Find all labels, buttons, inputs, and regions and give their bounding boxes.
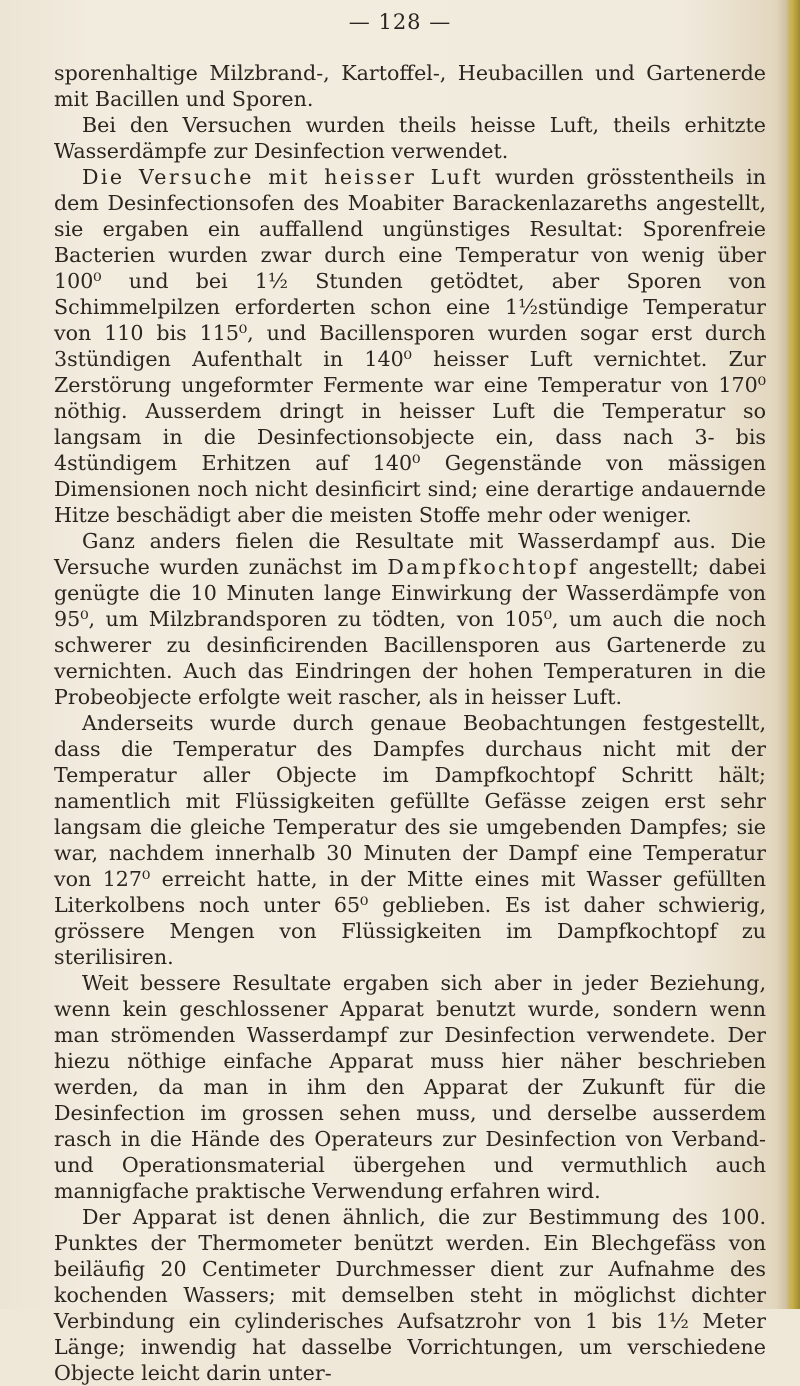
paragraph-4-text: Ganz anders fielen die Resultate mit Wasserdampf aus. Die Versuche wurden zunächst im — [54, 529, 766, 579]
paragraph-2 — [54, 112, 766, 164]
paragraph-3-text: wurden grösstentheils in dem Desinfectionsofen des Moabiter Barackenlazareths angestellt, sie ergaben ein auffallend ungünstiges Resultat: Sporenfreie Bacterien wurden zwar durch eine Temperatur von wenig über 100⁰ und bei 1½ Stunden getödtet, aber Sporen von Schimmelpilzen erforderten schon eine 1½stündige Temperatur von 110 bis 115⁰, und Bacillensporen wurden sogar erst durch 3stündigen Aufenthalt in 140⁰ heisser Luft vernichtet. Zur Zerstörung ungeformter Fermente war eine Temperatur von 170⁰ nöthig. Ausserdem dringt in heisser Luft die Temperatur so langsam in die Desinfectionsobjecte ein, dass nach 3- bis 4stündigem Erhitzen auf 140⁰ Gegenstände von mässigen Dimensionen noch nicht desinficirt sind; eine derartige andauernde Hitze beschädigt aber die meisten Stoffe mehr oder weniger. — [54, 165, 766, 527]
body-text — [54, 60, 766, 1386]
paragraph-4-emph: Dampfkochtopf — [387, 555, 579, 579]
paragraph-7 — [54, 1204, 766, 1386]
paragraph-5-text: Anderseits wurde durch genaue Beobachtungen festgestellt, dass die Temperatur des Dampfes durchaus nicht mit der Temperatur aller Objecte im Dampfkochtopf Schritt hält; namentlich mit Flüssigkeiten gefüllte Gefässe zeigen erst sehr langsam die gleiche Temperatur des sie umgebenden Dampfes; sie war, nachdem innerhalb 30 Minuten der Dampf eine Temperatur von 127⁰ erreicht hatte, in der Mitte eines mit Wasser gefüllten Literkolbens noch unter 65⁰ geblieben. Es ist daher schwierig, grössere Mengen von Flüssigkeiten im Dampfkochtopf zu sterilisiren. — [54, 711, 766, 969]
paragraph-1 — [54, 60, 766, 112]
paragraph-5 — [54, 710, 766, 970]
paragraph-4 — [54, 528, 766, 710]
paragraph-2-text: Bei den Versuchen wurden theils heisse Luft, theils erhitzte Wasserdämpfe zur Desinfection verwendet. — [54, 113, 766, 163]
paragraph-3 — [54, 164, 766, 528]
paragraph-6 — [54, 970, 766, 1204]
paragraph-6-text: Weit bessere Resultate ergaben sich aber in jeder Beziehung, wenn kein geschlossener Apparat benutzt wurde, sondern wenn man strömenden Wasserdampf zur Desinfection verwendete. Der hiezu nöthige einfache Apparat muss hier näher beschrieben werden, da man in ihm den Apparat der Zukunft für die Desinfection im grossen sehen muss, und derselbe ausserdem rasch in die Hände des Operateurs zur Desinfection von Verband- und Operationsmaterial übergehen und vermuthlich auch mannigfache praktische Verwendung erfahren wird. — [54, 971, 766, 1203]
paragraph-7-text: Der Apparat ist denen ähnlich, die zur Bestimmung des 100. Punktes der Thermometer benützt werden. Ein Blechgefäss von beiläufig 20 Centimeter Durchmesser dient zur Aufnahme des kochenden Wassers; mit demselben steht in möglichst dichter Verbindung ein cylinderisches Aufsatzrohr von 1 bis 1½ Meter Länge; inwendig hat dasselbe Vorrichtungen, um verschiedene Objecte leicht darin unter- — [54, 1205, 766, 1385]
paragraph-1-text: sporenhaltige Milzbrand-, Kartoffel-, Heubacillen und Gartenerde mit Bacillen und Sporen. — [54, 61, 766, 111]
page-edge — [786, 0, 800, 1309]
paragraph-4-tail: angestellt; dabei genügte die 10 Minuten lange Einwirkung der Wasserdämpfe von 95⁰, um Milzbrandsporen zu tödten, von 105⁰, um auch die noch schwerer zu desinficirenden Bacillensporen aus Gartenerde zu vernichten. Auch das Eindringen der hohen Temperaturen in die Probeobjecte erfolgte weit rascher, als in heisser Luft. — [54, 555, 766, 709]
page-number: — 128 — — [348, 10, 452, 34]
paragraph-3-lead: Die Versuche mit heisser Luft — [82, 165, 484, 189]
